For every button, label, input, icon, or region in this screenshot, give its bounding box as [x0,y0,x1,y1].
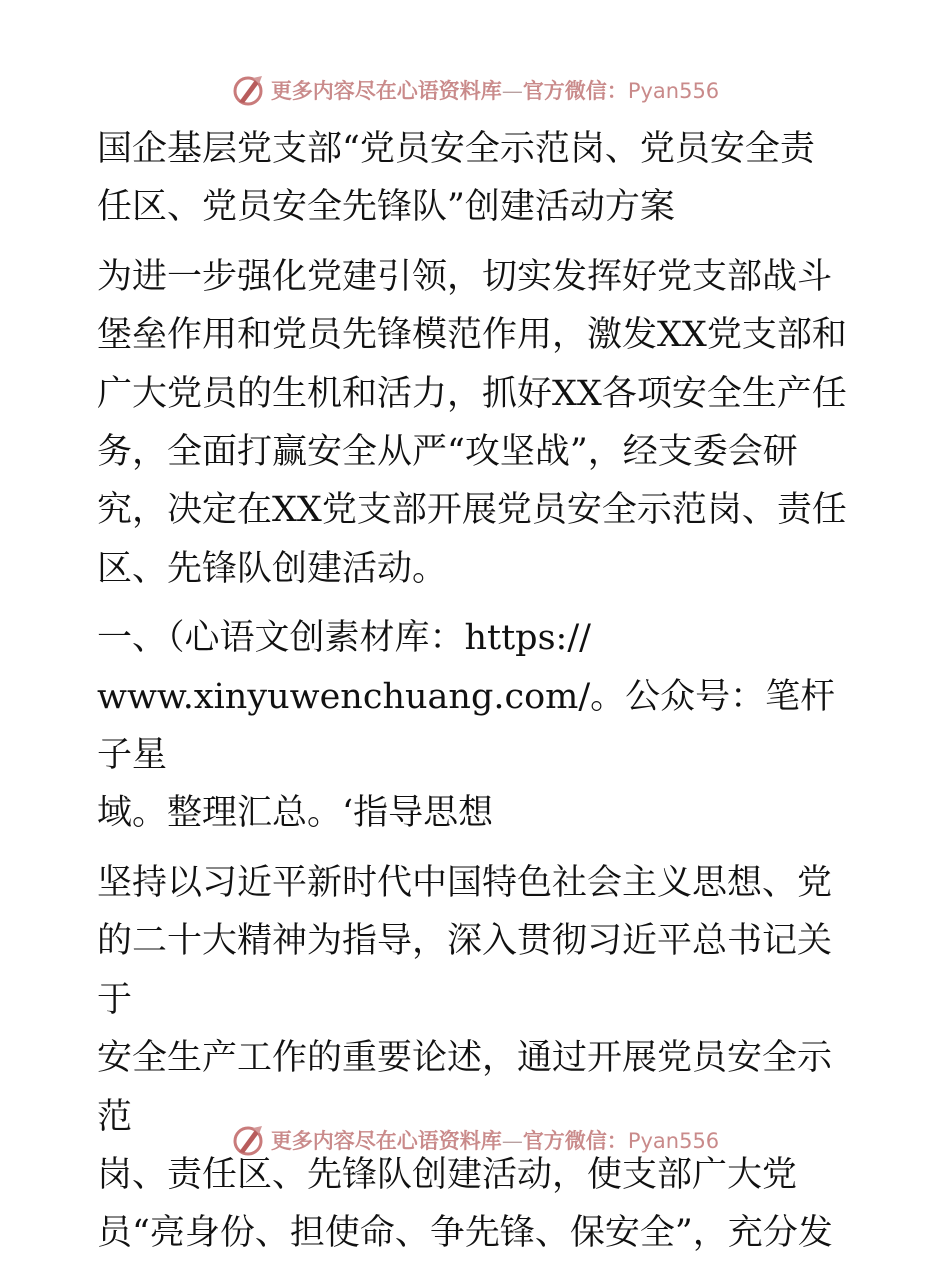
watermark-account: Pyan556 [627,79,720,103]
footer-watermark-text [271,1125,719,1155]
document-body [97,120,857,1263]
watermark-dash: — [501,1129,523,1153]
section-heading-guiding-ideology: 一、（心语文创素材库：https:// www.xinyuwenchuang.com/。公众号：笔杆子星 域。整理汇总。‘指导思想 [97,618,836,834]
quill-logo-icon [231,1122,267,1158]
footer-watermark-banner [0,1118,950,1162]
header-watermark-banner [0,68,950,112]
paragraph-guiding-ideology: 坚持以习近平新时代中国特色社会主义思想、党 的二十大精神为指导，深入贯彻习近平总书记关于 安全生产工作的重要论述，通过开展党员安全示范 岗、责任区、先锋队创建活动，使支部广大党 员“亮身份、担使命、争先锋、保安全”，充分发 [97,862,833,1254]
header-watermark-text [271,75,719,105]
watermark-site-text: 更多内容尽在心语资料库 [270,1128,502,1153]
document-title: 国企基层党支部“党员安全示范岗、党员安全责 任区、党员安全先锋队”创建活动方案 [97,129,815,228]
quill-logo-icon [231,72,267,108]
watermark-dash: — [501,79,523,103]
paragraph-intro: 为进一步强化党建引领，切实发挥好党支部战斗 堡垒作用和党员先锋模范作用，激发XX党支部和 广大党员的生机和活力，抓好XX各项安全生产任 务，全面打赢安全从严“攻坚战”，经支委会研 究，决定在XX党支部开展党员安全示范岗、责任 区、先锋队创建活动。 [97,256,847,589]
watermark-site-text: 更多内容尽在心语资料库 [270,78,502,103]
watermark-wechat-label: 官方微信： [522,78,628,103]
watermark-wechat-label: 官方微信： [522,1128,628,1153]
watermark-account: Pyan556 [627,1129,720,1153]
